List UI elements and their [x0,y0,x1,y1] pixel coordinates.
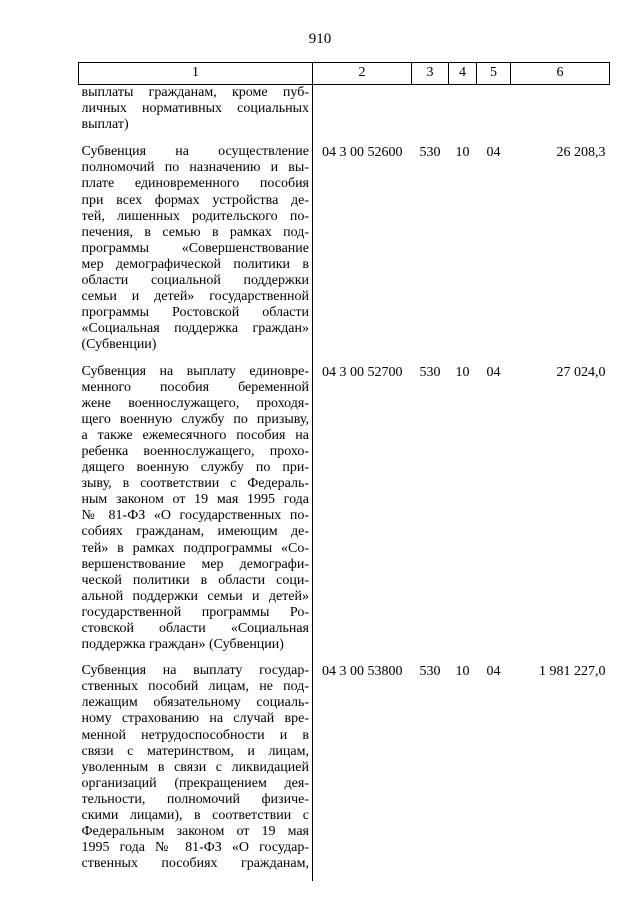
row-amount-cell: 1 981 227,0 [539,664,606,680]
row-name-line: ственных пособиях гражданам, [81,856,309,872]
row-name-line: выплат) [81,117,129,133]
row-col5-cell: 04 [486,664,501,680]
budget-table [78,62,610,881]
row-name-line: жене военнослужащего, проходя- [81,395,309,411]
row-name-line: тельности, полномочий физиче- [81,791,309,807]
row-name-line: уволенным в связи с ликвидацией [81,759,309,775]
row-name-line: менного пособия беременной [81,379,309,395]
row-name-line: при всех формах устройства де- [81,192,309,208]
row-name-line: ребенка военнослужащего, прохо- [81,443,309,459]
table-row [79,662,610,881]
row-name-line: выплаты гражданам, кроме пуб- [81,85,309,100]
row-name-line: полномочий по назначению и вы- [81,160,309,176]
page-number: 910 [308,31,332,47]
row-name-line: 1995 года № 81-ФЗ «О государ- [81,840,309,856]
row-name-line: печения, в семью в рамках под- [81,224,309,240]
row-name-line: государственной программы Ро- [81,604,309,620]
row-name-line: Субвенция на выплату единовре- [81,363,309,379]
row-name-line: «Социальная поддержка граждан» [81,321,309,337]
row-name-line: щего военную службу по призыву, [81,411,309,427]
row-name-cell [79,85,313,144]
row-name-line: ным законом от 19 мая 1995 года [81,492,309,508]
table-body [79,85,610,882]
row-name-line: ному страхованию на случай вре- [81,711,309,727]
row-code-cell: 04 3 00 52600 [322,145,403,161]
row-name-line: Субвенция на осуществление [81,144,309,160]
row-name-line: программы «Совершенствование [81,240,309,256]
row-col3-cell: 530 [419,145,441,161]
row-code-cell: 04 3 00 53800 [322,664,403,680]
row-col4-cell: 10 [455,664,470,680]
row-name-cell [79,363,313,663]
row-name-line: собиях гражданам, имеющим де- [81,524,309,540]
row-name-line: тей, лишенных родительского по- [81,208,309,224]
row-amount-cell: 26 208,3 [556,145,606,161]
header-col-1: 1 [79,63,313,85]
row-col3-cell: 530 [419,664,441,680]
row-name-line: а также ежемесячного пособия на [81,427,309,443]
header-col-2: 2 [313,63,412,85]
row-name-line: зыву, в соответствии с Федераль- [81,476,309,492]
header-col-6: 6 [511,63,610,85]
row-name-line: программы Ростовской области [81,305,309,321]
row-code-cell [313,85,412,144]
header-col-5: 5 [477,63,511,85]
table-row [79,85,610,144]
header-col-4: 4 [449,63,477,85]
row-name-line: мер демографической политики в [81,256,309,272]
row-name-line: области социальной поддержки [81,273,309,289]
row-col5-cell [477,85,511,144]
row-name-line: семьи и детей» государственной [81,289,309,305]
row-name-cell [79,143,313,362]
row-name-line: альной поддержки семьи и детей» [81,588,309,604]
row-amount-cell: 27 024,0 [556,364,606,380]
table-row [79,363,610,663]
row-name-line: скими лицами), в соответствии с [81,808,309,824]
row-code-cell: 04 3 00 52700 [322,364,403,380]
budget-table-container [78,62,609,881]
row-name-line: плате единовременного пособия [81,176,309,192]
row-name-line: менной нетрудоспособности и в [81,727,309,743]
row-name-line: лежащим обязательному социаль- [81,695,309,711]
row-amount-cell [511,85,610,144]
table-header [79,63,610,85]
row-col5-cell: 04 [486,145,501,161]
row-col5-cell: 04 [486,364,501,380]
row-name-line: поддержка граждан» (Субвенции) [81,637,284,653]
row-name-line: вершенствование мер демографи- [81,556,309,572]
row-name-cell [79,662,313,881]
row-name-line: тей» в рамках подпрограммы «Со- [81,540,309,556]
row-name-line: (Субвенции) [81,337,157,353]
row-name-line: ственных пособий лицам, не под- [81,679,309,695]
header-col-3: 3 [412,63,449,85]
row-name-line: № 81-ФЗ «О государственных по- [81,508,309,524]
row-name-line: Федеральным законом от 19 мая [81,824,309,840]
row-col4-cell [449,85,477,144]
row-col4-cell: 10 [455,364,470,380]
row-name-line: организаций (прекращением дея- [81,775,309,791]
row-name-line: стовской области «Социальная [81,621,309,636]
row-col3-cell: 530 [419,364,441,380]
row-name-line: связи с материнством, и лицам, [81,743,309,759]
row-col4-cell: 10 [455,145,470,161]
row-name-line: дящего военную службу по при- [81,460,309,476]
header-row [79,63,610,85]
row-col3-cell [412,85,449,144]
row-name-line: личных нормативных социальных [81,101,309,117]
row-name-line: ческой политики в области соци- [81,572,309,588]
row-name-line: Субвенция на выплату государ- [81,663,309,679]
table-row [79,143,610,362]
